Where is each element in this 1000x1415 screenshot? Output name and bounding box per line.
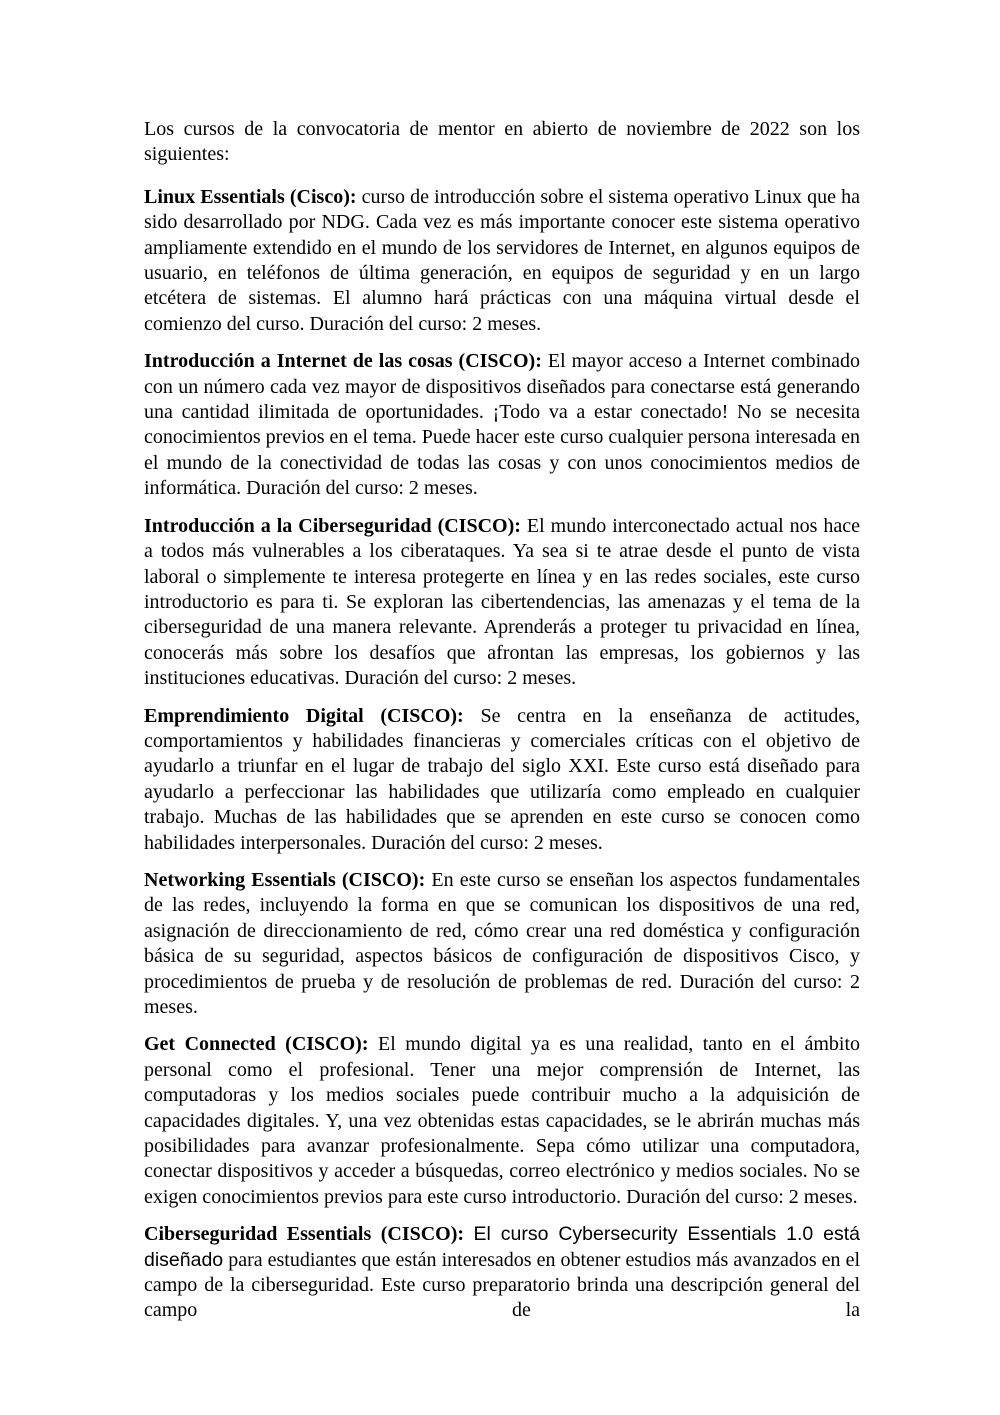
intro-text: Los cursos de la convocatoria de mentor en abierto de noviembre de 2022 son los siguientes: [144, 118, 860, 166]
course-get-connected [144, 1032, 860, 1210]
course-emprendimiento-digital [144, 704, 860, 856]
course-title: Introducción a la Ciberseguridad (CISCO): [144, 514, 521, 537]
course-internet-de-las-cosas [144, 349, 860, 501]
course-networking-essentials [144, 868, 860, 1020]
intro-paragraph [144, 117, 860, 168]
course-linux-essentials [144, 185, 860, 337]
course-description: El mundo digital ya es una realidad, tanto en el ámbito personal como el profesional. Tener una mejor comprensión de Internet, las computadoras y los medios sociales puede contribuir mucho a la adquisición de capacidades digitales. Y, una vez obtenidas estas capacidades, se le abrirán muchas más posibilidades para avanzar profesionalmente. Sepa cómo utilizar una computadora, conectar dispositivos y acceder a búsquedas, correo electrónico y medios sociales. No se exigen conocimientos previos para este curso introductorio. Duración del curso: 2 meses. [144, 1033, 861, 1208]
course-title: Introducción a Internet de las cosas (CISCO): [144, 350, 542, 373]
course-title: Linux Essentials (Cisco): [144, 185, 357, 208]
course-title: Ciberseguridad Essentials (CISCO): [144, 1223, 465, 1246]
course-title: Networking Essentials (CISCO): [144, 868, 426, 891]
course-title: Emprendimiento Digital (CISCO): [144, 704, 464, 727]
course-description: curso de introducción sobre el sistema operativo Linux que ha sido desarrollado por NDG. Cada vez es más importante conocer este sistema operativo ampliamente extendido en el mundo de los servidores de Internet, en algunos equipos de usuario, en teléfonos de última generación, en equipos de seguridad y en un largo etcétera de sistemas. El alumno hará prácticas con una máquina virtual desde el comienzo del curso. Duración del curso: 2 meses. [144, 185, 860, 335]
course-description: El mayor acceso a Internet combinado con un número cada vez mayor de dispositivos diseñados para conectarse está generando una cantidad ilimitada de oportunidades. ¡Todo va a estar conectado! No se necesita conocimientos previos en el tema. Puede hacer este curso cualquier persona interesada en el mundo de la conectividad de todas las cosas y con unos conocimientos medios de informática. Duración del curso: 2 meses. [144, 350, 861, 500]
course-description: El mundo interconectado actual nos hace a todos más vulnerables a los ciberataques. Ya sea si te atrae desde el punto de vista laboral o simplemente te interesa protegerte en línea y en las redes sociales, este curso introductorio es para ti. Se exploran las cibertendencias, las amenazas y el tema de la ciberseguridad de una manera relevante. Aprenderás a proteger tu privacidad en línea, conocerás más sobre los desafíos que afrontan las empresas, los gobiernos y las instituciones educativas. Duración del curso: 2 meses. [144, 514, 861, 690]
course-description-sans-segment: El curso Cybersecurity Essentials 1.0 está diseñado [144, 1223, 860, 1271]
course-ciberseguridad-essentials [144, 1222, 860, 1324]
course-introduccion-ciberseguridad [144, 514, 860, 692]
course-description: En este curso se enseñan los aspectos fundamentales de las redes, incluyendo la forma en que se comunican los dispositivos de una red, asignación de direccionamiento de red, cómo crear una red doméstica y configuración básica de su seguridad, aspectos básicos de configuración de dispositivos Cisco, y procedimientos de prueba y de resolución de problemas de red. Duración del curso: 2 meses. [144, 868, 860, 1018]
course-description: para estudiantes que están interesados en obtener estudios más avanzados en el campo de la ciberseguridad. Este curso preparatorio brinda una descripción general del campo de la [144, 1248, 861, 1322]
course-title: Get Connected (CISCO): [144, 1033, 369, 1056]
course-description: Se centra en la enseñanza de actitudes, comportamientos y habilidades financieras y comerciales críticas con el objetivo de ayudarlo a triunfar en el lugar de trabajo del siglo XXI. Este curso está diseñado para ayudarlo a perfeccionar las habilidades que utilizaría como empleado en cualquier trabajo. Muchas de las habilidades que se aprenden en este curso se conocen como habilidades interpersonales. Duración del curso: 2 meses. [144, 704, 861, 854]
